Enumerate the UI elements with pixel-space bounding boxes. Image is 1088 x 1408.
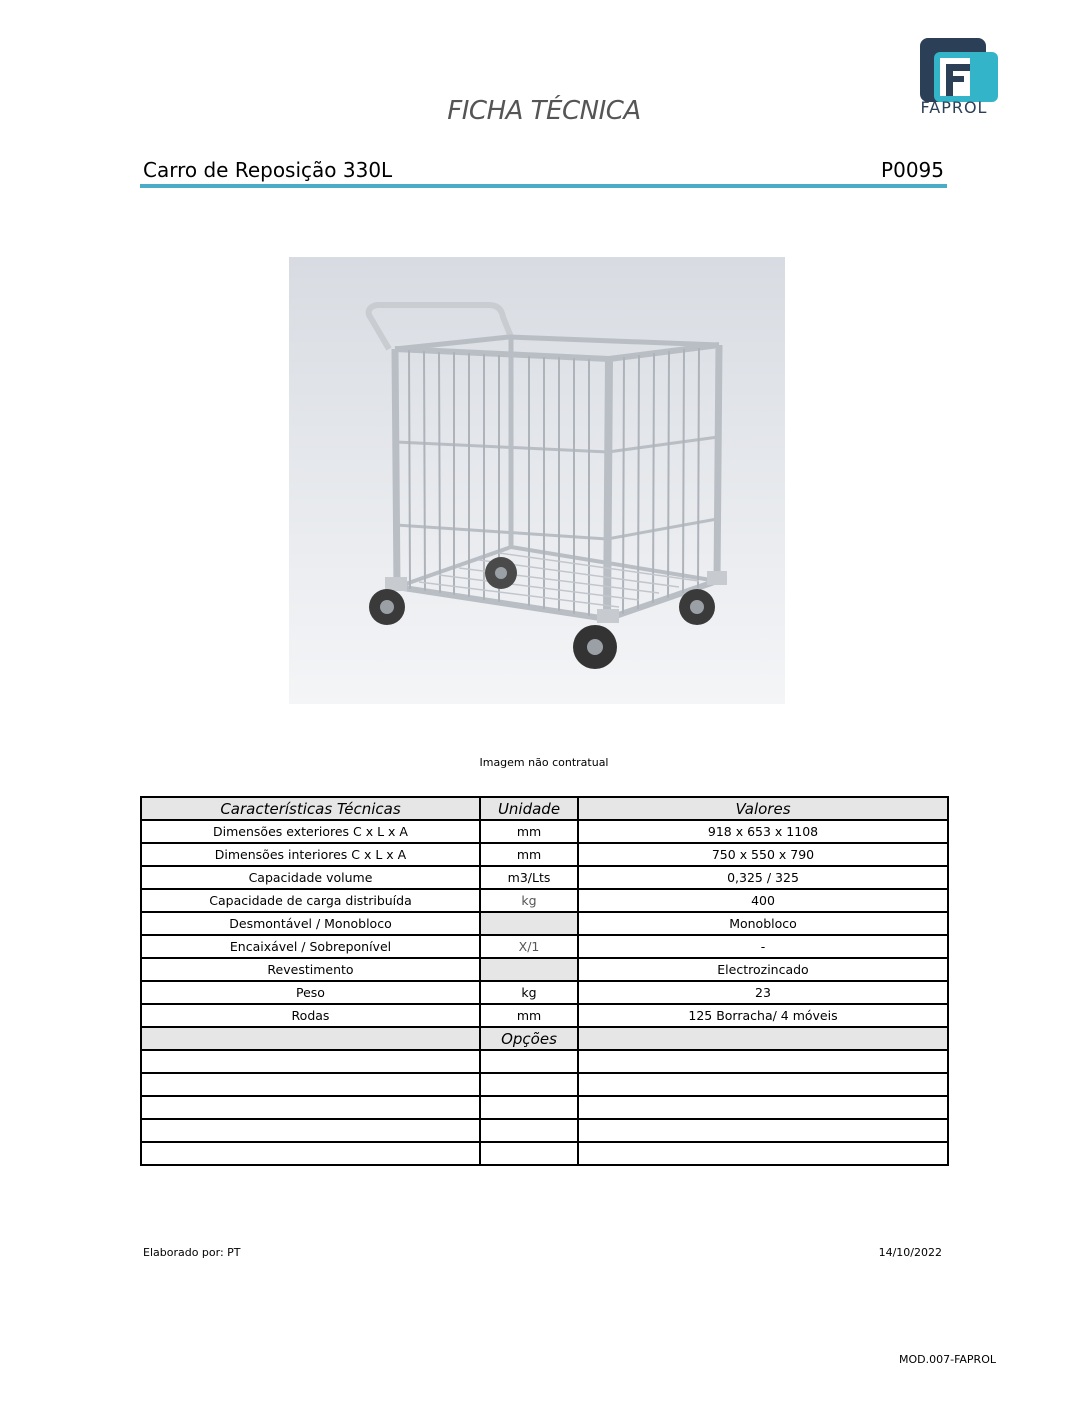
option-cell	[480, 1119, 578, 1142]
row-value: -	[578, 935, 948, 958]
row-unit: mm	[480, 843, 578, 866]
row-unit	[480, 912, 578, 935]
table-row	[141, 820, 948, 843]
row-unit	[480, 958, 578, 981]
row-value: Monobloco	[578, 912, 948, 935]
table-row	[141, 981, 948, 1004]
row-unit: mm	[480, 820, 578, 843]
prepared-by: Elaborado por: PT	[143, 1246, 241, 1259]
option-cell	[480, 1073, 578, 1096]
row-value: 918 x 653 x 1108	[578, 820, 948, 843]
option-cell	[141, 1142, 480, 1165]
header-divider	[140, 184, 947, 188]
option-cell	[141, 1050, 480, 1073]
option-cell	[578, 1119, 948, 1142]
table-row	[141, 843, 948, 866]
product-image	[289, 257, 785, 704]
option-cell	[480, 1050, 578, 1073]
row-label: Encaixável / Sobreponível	[141, 935, 480, 958]
table-row	[141, 958, 948, 981]
product-code: P0095	[881, 158, 944, 182]
option-cell	[480, 1142, 578, 1165]
options-header: Opções	[480, 1027, 578, 1050]
options-row	[141, 1142, 948, 1165]
table-header-row	[141, 797, 948, 820]
option-cell	[578, 1096, 948, 1119]
row-label: Capacidade volume	[141, 866, 480, 889]
options-header-blank	[578, 1027, 948, 1050]
option-cell	[141, 1119, 480, 1142]
row-unit: kg	[480, 889, 578, 912]
product-name: Carro de Reposição 330L	[143, 158, 393, 182]
image-caption: Imagem não contratual	[479, 756, 609, 769]
option-cell	[578, 1050, 948, 1073]
option-cell	[578, 1142, 948, 1165]
document-date: 14/10/2022	[878, 1246, 942, 1259]
options-header-blank	[141, 1027, 480, 1050]
header-unit: Unidade	[480, 797, 578, 820]
row-value: 750 x 550 x 790	[578, 843, 948, 866]
row-value: 23	[578, 981, 948, 1004]
options-row	[141, 1050, 948, 1073]
form-code: MOD.007-FAPROL	[899, 1353, 996, 1366]
table-row	[141, 1004, 948, 1027]
row-value: 400	[578, 889, 948, 912]
row-label: Peso	[141, 981, 480, 1004]
row-value: 125 Borracha/ 4 móveis	[578, 1004, 948, 1027]
options-header-row	[141, 1027, 948, 1050]
row-label: Revestimento	[141, 958, 480, 981]
option-cell	[480, 1096, 578, 1119]
options-row	[141, 1119, 948, 1142]
row-value: Electrozincado	[578, 958, 948, 981]
row-unit: X/1	[480, 935, 578, 958]
header-values: Valores	[578, 797, 948, 820]
row-label: Rodas	[141, 1004, 480, 1027]
options-row	[141, 1096, 948, 1119]
row-unit: m3/Lts	[480, 866, 578, 889]
row-unit: mm	[480, 1004, 578, 1027]
table-row	[141, 866, 948, 889]
row-label: Dimensões exteriores C x L x A	[141, 820, 480, 843]
specifications-table	[140, 796, 949, 1166]
option-cell	[141, 1096, 480, 1119]
table-row	[141, 889, 948, 912]
table-row	[141, 912, 948, 935]
row-unit: kg	[480, 981, 578, 1004]
table-row	[141, 935, 948, 958]
row-label: Dimensões interiores C x L x A	[141, 843, 480, 866]
option-cell	[141, 1073, 480, 1096]
header-characteristics: Características Técnicas	[141, 797, 480, 820]
row-value: 0,325 / 325	[578, 866, 948, 889]
document-title: FICHA TÉCNICA	[447, 96, 641, 126]
row-label: Desmontável / Monobloco	[141, 912, 480, 935]
options-row	[141, 1073, 948, 1096]
row-label: Capacidade de carga distribuída	[141, 889, 480, 912]
option-cell	[578, 1073, 948, 1096]
brand-name: FAPROL	[920, 98, 988, 117]
